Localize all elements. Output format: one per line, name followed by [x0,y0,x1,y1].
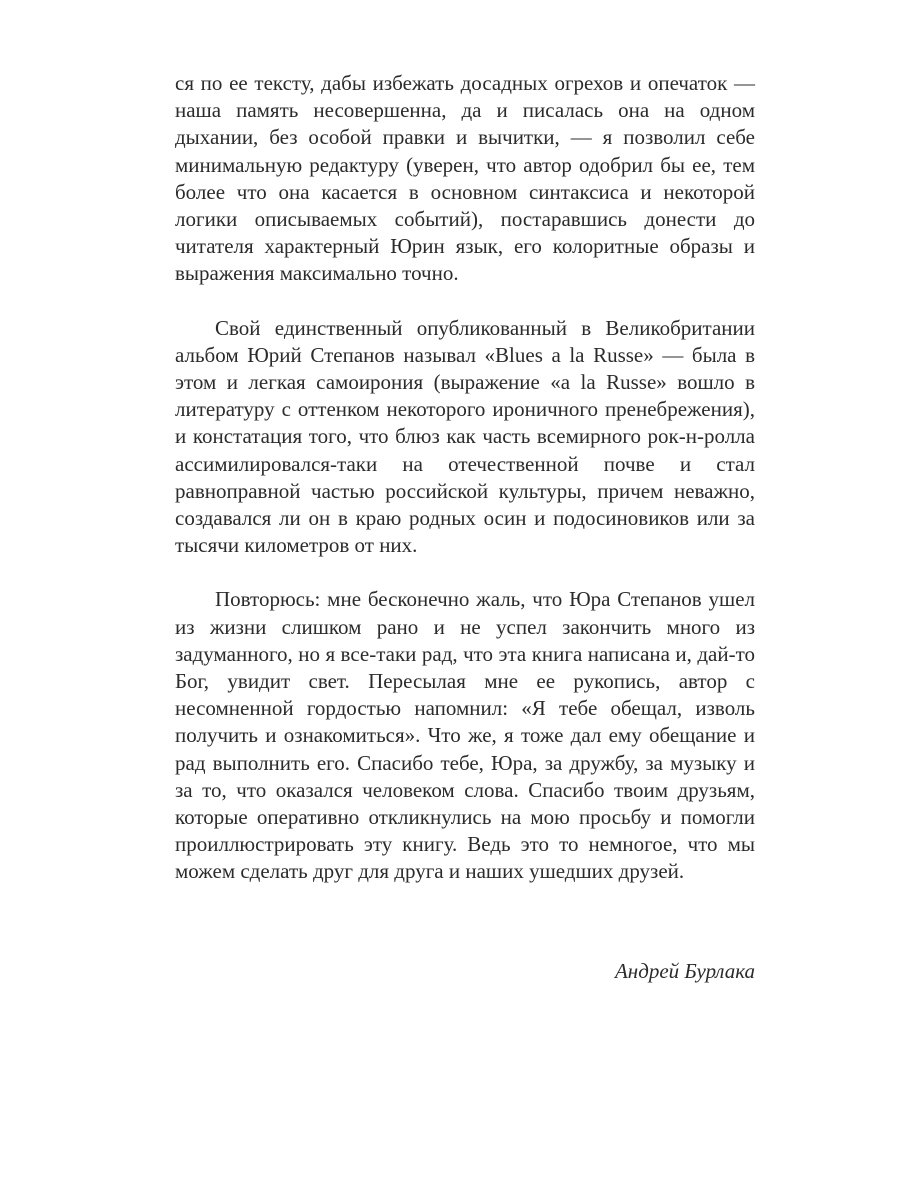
paragraph-album: Свой единственный опубликованный в Великобритании альбом Юрий Степанов называл «Blues a la Russe» — была в этом и легкая самоирония (выражение «a la Russe» вошло в литературу с оттенком некоторого ироничного пренебрежения), и констатация того, что блюз как часть всемирного рок-н-ролла ассимилировался-таки на отечественной почве и стал равноправной частью российской культуры, причем неважно, создавался ли он в краю родных осин и подосиновиков или за тысячи километров от них. [175,315,755,558]
author-signature: Андрей Бурлака [614,959,755,983]
paragraph-closing: Повторюсь: мне бесконечно жаль, что Юра Степанов ушел из жизни слишком рано и не успел закончить много из задуманного, но я все-таки рад, что эта книга написана и, дай-то Бог, увидит свет. Пересылая мне ее рукопись, автор с несомненной гордостью напомнил: «Я тебе обещал, изволь получить и ознакомиться». Что же, я тоже дал ему обещание и рад выполнить его. Спасибо тебе, Юра, за дружбу, за музыку и за то, что оказался человеком слова. Спасибо твоим друзьям, которые оперативно откликнулись на мою просьбу и помогли проиллюстрировать эту книгу. Ведь это то немногое, что мы можем сделать друг для друга и наших ушедших друзей. [175,587,755,884]
paragraph-continuation: ся по ее тексту, дабы избежать досадных огрехов и опечаток — наша память несовершенна, да и писалась она на одном дыхании, без особой правки и вычитки, — я позволил себе минимальную редактуру (уверен, что автор одобрил бы ее, тем более что она касается в основном синтаксиса и некоторой логики описываемых событий), постаравшись донести до читателя характерный Юрин язык, его колоритные образы и выражения максимально точно. [175,71,755,286]
body-text [175,70,755,886]
